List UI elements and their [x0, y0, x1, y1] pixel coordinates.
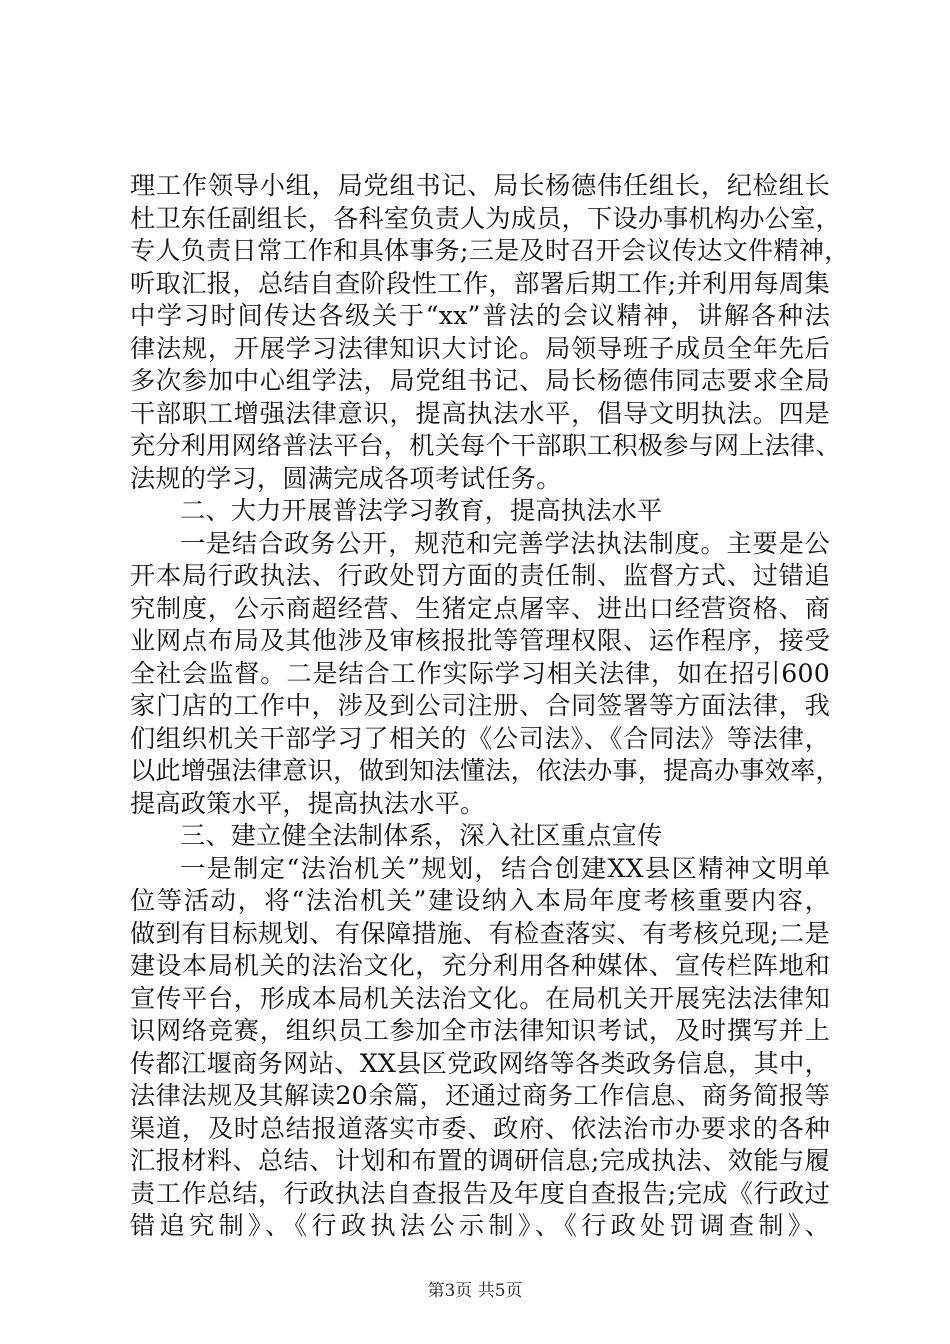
text-line: 中学习时间传达各级关于“xx”普法的会议精神，讲解各种法	[130, 301, 830, 330]
text-line: 法律法规及其解读20余篇，还通过商务工作信息、商务简报等	[130, 1081, 830, 1110]
text-line: 责工作总结，行政执法自查报告及年度自查报告;完成《行政过	[130, 1178, 830, 1208]
text-line: 专人负责日常工作和具体事务;三是及时召开会议传达文件精神，	[130, 236, 850, 265]
text-line: 干部职工增强法律意识，提高执法水平，倡导文明执法。四是	[130, 398, 830, 428]
text-line: 位等活动，将“法治机关”建设纳入本局年度考核重要内容，	[130, 886, 830, 915]
text-line: 法规的学习，圆满完成各项考试任务。	[130, 463, 562, 493]
text-line: 开本局行政执法、行政处罚方面的责任制、监督方式、过错追	[130, 561, 830, 590]
section-heading: 三、建立健全法制体系，深入社区重点宣传	[180, 821, 663, 850]
text-line: 汇报材料、总结、计划和布置的调研信息;完成执法、效能与履	[130, 1146, 830, 1175]
text-line: 渠道，及时总结报道落实市委、政府、依法治市办要求的各种	[130, 1113, 830, 1143]
section-heading: 二、大力开展普法学习教育，提高执法水平	[180, 496, 663, 525]
text-line: 多次参加中心组学法，局党组书记、局长杨德伟同志要求全局	[130, 366, 830, 395]
text-line: 听取汇报，总结自查阶段性工作，部署后期工作;并利用每周集	[130, 268, 830, 298]
text-line: 错追究制》、《行政执法公示制》、《行政处罚调查制》、	[130, 1211, 830, 1240]
text-line: 家门店的工作中，涉及到公司注册、合同签署等方面法律，我	[130, 691, 830, 720]
text-line: 充分利用网络普法平台，机关每个干部职工积极参与网上法律、	[130, 431, 841, 460]
text-line: 做到有目标规划、有保障措施、有检查落实、有考核兑现;二是	[130, 918, 830, 948]
text-line: 建设本局机关的法治文化，充分利用各种媒体、宣传栏阵地和	[130, 951, 830, 980]
text-line: 们组织机关干部学习了相关的《公司法》、《合同法》等法律，	[130, 723, 830, 753]
text-line: 以此增强法律意识，做到知法懂法，依法办事，提高办事效率，	[130, 756, 841, 785]
document-body	[130, 170, 850, 1243]
text-line: 一是制定“法治机关”规划，结合创建XX县区精神文明单	[180, 853, 830, 883]
text-line: 究制度，公示商超经营、生猪定点屠宰、进出口经营资格、商	[130, 593, 830, 623]
text-line: 提高政策水平，提高执法水平。	[130, 788, 486, 818]
text-line: 宣传平台，形成本局机关法治文化。在局机关开展宪法法律知	[130, 983, 830, 1013]
page-footer: 第3页 共5页	[427, 1281, 523, 1301]
text-line: 理工作领导小组，局党组书记、局长杨德伟任组长，纪检组长	[130, 171, 830, 200]
text-line: 全社会监督。二是结合工作实际学习相关法律，如在招引600	[130, 658, 830, 688]
text-line: 杜卫东任副组长，各科室负责人为成员，下设办事机构办公室，	[130, 203, 841, 233]
text-line: 传都江堰商务网站、XX县区党政网络等各类政务信息，其中，	[130, 1048, 830, 1078]
text-line: 业网点布局及其他涉及审核报批等管理权限、运作程序，接受	[130, 626, 830, 655]
text-line: 一是结合政务公开，规范和完善学法执法制度。主要是公	[180, 528, 830, 558]
text-line: 律法规，开展学习法律知识大讨论。局领导班子成员全年先后	[130, 333, 830, 363]
text-line: 识网络竞赛，组织员工参加全市法律知识考试，及时撰写并上	[130, 1016, 830, 1045]
